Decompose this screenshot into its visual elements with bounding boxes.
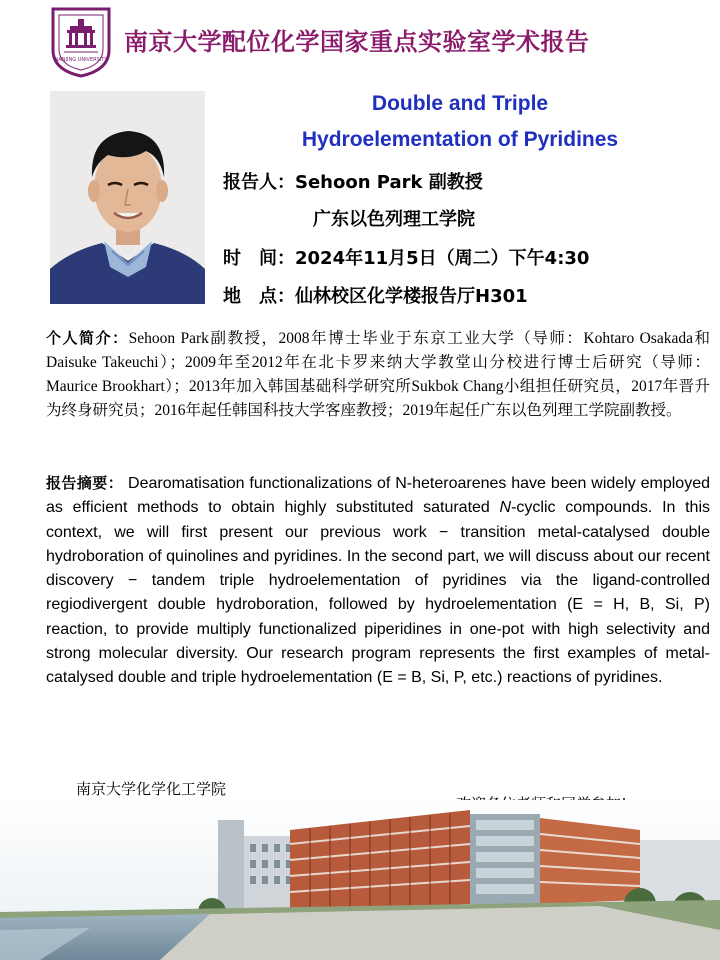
university-logo bbox=[50, 6, 112, 78]
abstract-italic-n: N bbox=[499, 499, 512, 517]
location-label: 地 点： bbox=[223, 286, 295, 307]
abstract-text-a: Dearomatisation functionalizations of N-heteroarenes have been widely employed as efficient methods to obtain highly substituted saturated bbox=[46, 475, 710, 517]
time-label: 时 间： bbox=[223, 248, 295, 269]
svg-text:NANJING UNIVERSITY: NANJING UNIVERSITY bbox=[54, 57, 108, 63]
location-line bbox=[223, 282, 528, 308]
bio-label: 个人简介： bbox=[46, 329, 129, 347]
campus-building-image bbox=[0, 800, 720, 960]
footer-org-line1: 南京大学化学化工学院 bbox=[75, 780, 226, 798]
speaker-line bbox=[223, 168, 483, 194]
header-title: 南京大学配位化学国家重点实验室学术报告 bbox=[124, 28, 590, 56]
bio-paragraph bbox=[46, 326, 710, 423]
speaker-affiliation: 广东以色列理工学院 bbox=[313, 209, 475, 230]
location-value: 仙林校区化学楼报告厅H301 bbox=[295, 286, 528, 307]
time-line bbox=[223, 244, 589, 270]
abstract-label: 报告摘要： bbox=[46, 474, 124, 492]
time-value: 2024年11月5日（周二）下午4:30 bbox=[295, 248, 590, 269]
speaker-photo bbox=[50, 91, 205, 304]
bio-text: Sehoon Park副教授，2008年博士毕业于东京工业大学（导师：Kohtaro Osakada和Daisuke Takeuchi）；2009年至2012年在北卡罗来纳大学教堂山分校进行博士后研究（导师：Maurice Brookhart）；2013年加入韩国基础科学研究所Sukbok Chang小组担任研究员，2017年晋升为终身研究员；2016年起任韩国科技大学客座教授；2019年起任广东以色列理工学院副教授。 bbox=[46, 330, 710, 419]
speaker-name: Sehoon Park 副教授 bbox=[295, 172, 483, 193]
abstract-text-b: -cyclic compounds. In this context, we will first present our previous work − transition metal-catalysed double hydroboration of quinolines and pyridines. In the second part, we will discuss about our recent discovery − tandem triple hydroelementation of pyridines via the ligand-controlled regiodivergent double hydroboration, followed by hydroelementation (E = H, B, Si, P) reaction, to provide multiply functionalized piperidines in one-pot with high selectivity and strong molecular diversity. Our research program represents the first examples of metal-catalysed double and triple hydroelementation (E = B, Si, P, etc.) reactions of pyridines. bbox=[46, 499, 711, 687]
abstract-paragraph bbox=[46, 471, 710, 691]
talk-title-line1: Double and Triple bbox=[371, 92, 549, 115]
talk-title-line2: Hydroelementation of Pyridines bbox=[301, 128, 619, 151]
speaker-label: 报告人： bbox=[223, 172, 295, 193]
